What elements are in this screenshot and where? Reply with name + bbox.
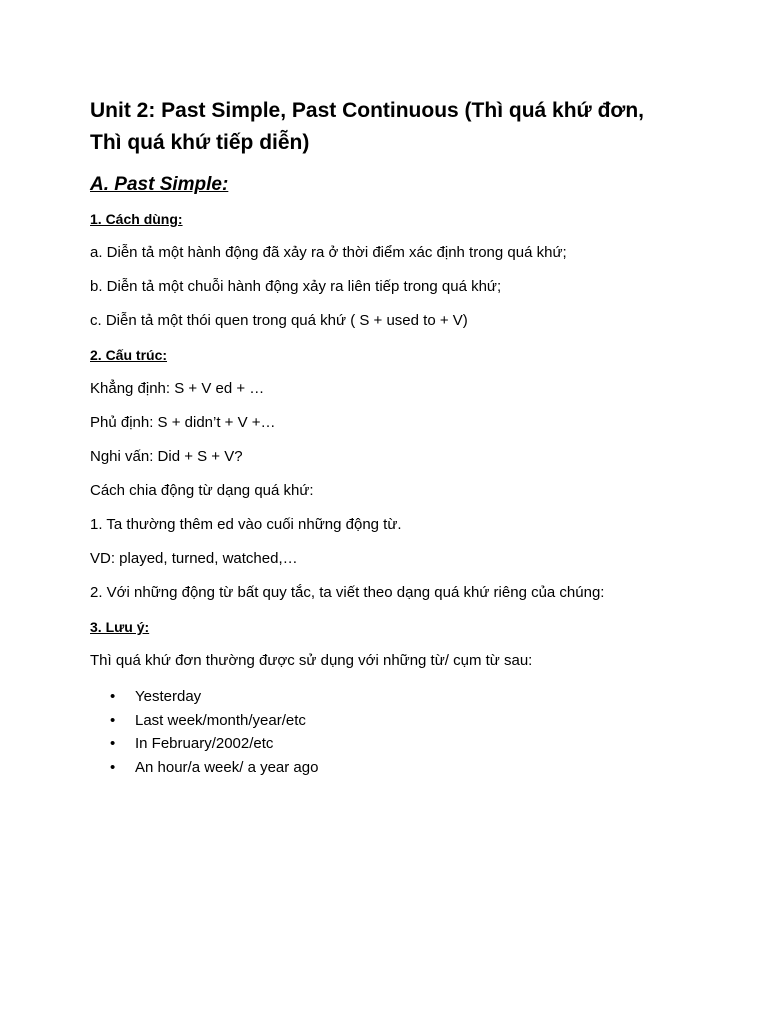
conjugation-rule-2: 2. Với những động từ bất quy tắc, ta viết theo dạng quá khứ riêng của chúng:	[90, 584, 605, 601]
bullet-icon: •	[110, 711, 116, 729]
list-item	[90, 732, 730, 756]
usage-heading: 1. Cách dùng:	[90, 211, 183, 227]
list-item	[90, 685, 730, 709]
usage-item: c. Diễn tả một thói quen trong quá khứ ( S + used to + V)	[90, 312, 468, 329]
structure-negative: Phủ định: S + didn’t + V +…	[90, 414, 276, 431]
list-item-text: Yesterday	[135, 688, 202, 705]
list-item-text: In February/2002/etc	[135, 735, 274, 752]
title-line-1: Unit 2: Past Simple, Past Continuous (Thì quá khứ đơn,	[90, 99, 644, 122]
note-heading: 3. Lưu ý:	[90, 619, 150, 635]
structure-affirmative: Khẳng định: S + V ed + …	[90, 380, 265, 397]
conjugation-intro: Cách chia động từ dạng quá khứ:	[90, 482, 314, 499]
list-item	[90, 709, 730, 733]
conjugation-rule-1: 1. Ta thường thêm ed vào cuối những động từ.	[90, 516, 402, 533]
section-heading-past-simple: A. Past Simple:	[90, 174, 229, 195]
document-page	[90, 95, 730, 779]
title-line-2: Thì quá khứ tiếp diễn)	[90, 131, 310, 154]
time-expression-list	[90, 685, 730, 779]
list-item	[90, 756, 730, 780]
usage-item: b. Diễn tả một chuỗi hành động xảy ra liên tiếp trong quá khứ;	[90, 278, 502, 295]
note-intro: Thì quá khứ đơn thường được sử dụng với những từ/ cụm từ sau:	[90, 652, 533, 669]
structure-heading: 2. Cấu trúc:	[90, 347, 168, 363]
bullet-icon: •	[110, 758, 116, 776]
bullet-icon: •	[110, 688, 116, 705]
bullet-icon: •	[110, 735, 116, 752]
page-title	[90, 95, 730, 159]
usage-item: a. Diễn tả một hành động đã xảy ra ở thời điểm xác định trong quá khứ;	[90, 244, 567, 261]
conjugation-example: VD: played, turned, watched,…	[90, 550, 298, 567]
structure-question: Nghi vấn: Did + S + V?	[90, 448, 243, 465]
list-item-text: An hour/a week/ a year ago	[135, 758, 319, 776]
list-item-text: Last week/month/year/etc	[135, 711, 306, 729]
